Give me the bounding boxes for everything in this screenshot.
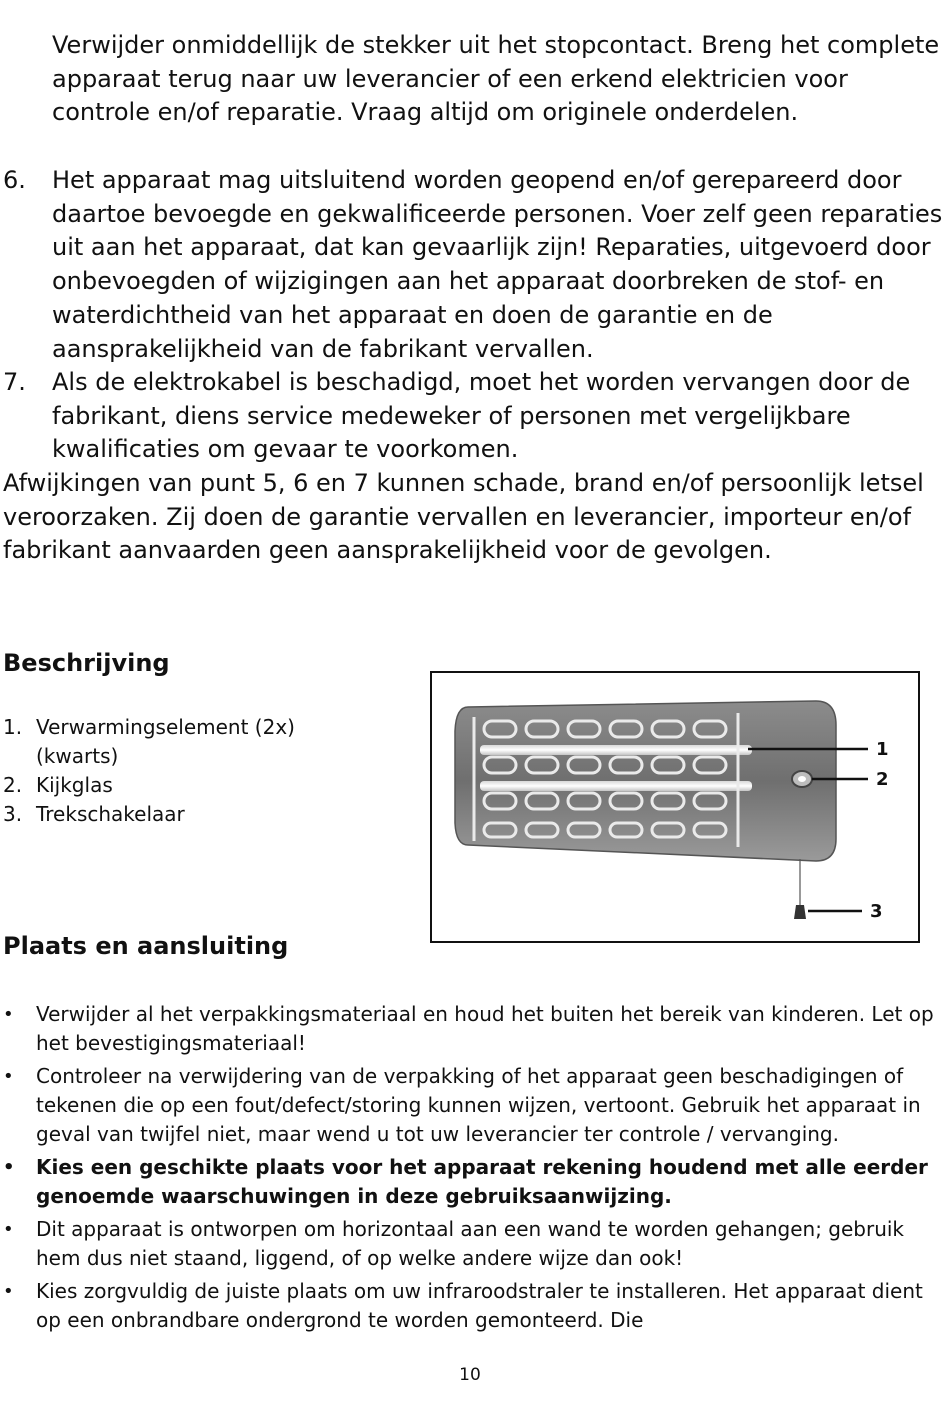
item-number: 6. (3, 166, 26, 194)
bullet-item (3, 1000, 948, 1058)
bullet-item (3, 1277, 948, 1335)
intro-continuation: Verwijder onmiddellijk de stekker uit het stopcontact. Breng het complete apparaat terug naar uw leverancier of een erkend elektricien voor controle en/of reparatie. Vraag altijd om originele onderdelen. (52, 31, 940, 127)
bullet-icon: • (3, 1066, 14, 1087)
description-item-number: 2. (3, 773, 23, 797)
description-item (3, 800, 423, 829)
description-item (3, 742, 423, 771)
description-item-text: (kwarts) (36, 744, 119, 768)
page-number: 10 (459, 1365, 481, 1385)
bullet-item (3, 1215, 948, 1273)
bullet-text: Verwijder al het verpakkingsmateriaal en houd het buiten het bereik van kinderen. Let op het bevestigingsmateriaal! (36, 1002, 934, 1055)
description-heading: Beschrijving (3, 649, 170, 677)
bullet-text: Controleer na verwijdering van de verpakking of het apparaat geen beschadigingen of tekenen die op een fout/defect/storing kunnen wijzen, vertoont. Gebruik het apparaat in geval van twijfel niet, maar wend u tot uw leverancier ter controle / vervanging. (36, 1064, 921, 1146)
callout-label-3: 3 (870, 901, 883, 922)
bullet-icon: • (3, 1157, 15, 1178)
bullet-text: Dit apparaat is ontworpen om horizontaal aan een wand te worden gehangen; gebruik hem dus niet staand, liggend, of op welke andere wijze dan ook! (36, 1217, 905, 1270)
callout-label-2: 2 (876, 769, 889, 790)
description-item (3, 713, 423, 742)
installation-heading: Plaats en aansluiting (3, 932, 289, 960)
pull-switch-cord (794, 859, 806, 919)
bullet-text: Kies een geschikte plaats voor het apparaat rekening houdend met alle eerder genoemde waarschuwingen in deze gebruiksaanwijzing. (36, 1155, 928, 1208)
item-text: Het apparaat mag uitsluitend worden geopend en/of gerepareerd door daartoe bevoegde en gekwalificeerde personen. Voer zelf geen reparaties uit aan het apparaat, dat kan gevaarlijk zijn! Reparaties, uitgevoerd door onbevoegden of wijzigingen aan het apparaat doorbreken de stof- en waterdichtheid van het apparaat en doen de garantie en de aansprakelijkheid van de fabrikant vervallen. (52, 166, 943, 363)
description-item-text: Kijkglas (36, 773, 113, 797)
description-item-number: 3. (3, 802, 23, 826)
item-number: 7. (3, 368, 26, 396)
description-item (3, 771, 423, 800)
bullet-icon: • (3, 1281, 14, 1302)
viewing-glass (792, 771, 812, 787)
warning-paragraph: Afwijkingen van punt 5, 6 en 7 kunnen schade, brand en/of persoonlijk letsel veroorzaken. Zij doen de garantie vervallen en leverancier, importeur en/of fabrikant aanvaarden geen aansprakelijkheid voor de gevolgen. (3, 469, 924, 565)
item-text: Als de elektrokabel is beschadigd, moet het worden vervangen door de fabrikant, diens service medeweker of personen met vergelijkbare kwalificaties om gevaar te voorkomen. (52, 368, 911, 464)
description-item-text: Verwarmingselement (2x) (36, 715, 295, 739)
installation-bullet-list (3, 1000, 948, 1339)
bullet-item (3, 1062, 948, 1149)
description-item-number: 1. (3, 715, 23, 739)
bullet-text: Kies zorgvuldig de juiste plaats om uw infraroodstraler te installeren. Het apparaat dient op een onbrandbare ondergrond te worden gemonteerd. Die (36, 1279, 923, 1332)
callout-label-1: 1 (876, 739, 889, 760)
bullet-icon: • (3, 1004, 14, 1025)
heater-illustration (430, 671, 920, 943)
bullet-icon: • (3, 1219, 14, 1240)
description-list (3, 713, 423, 829)
description-item-text: Trekschakelaar (36, 802, 185, 826)
bullet-item-emphasis (3, 1153, 948, 1211)
